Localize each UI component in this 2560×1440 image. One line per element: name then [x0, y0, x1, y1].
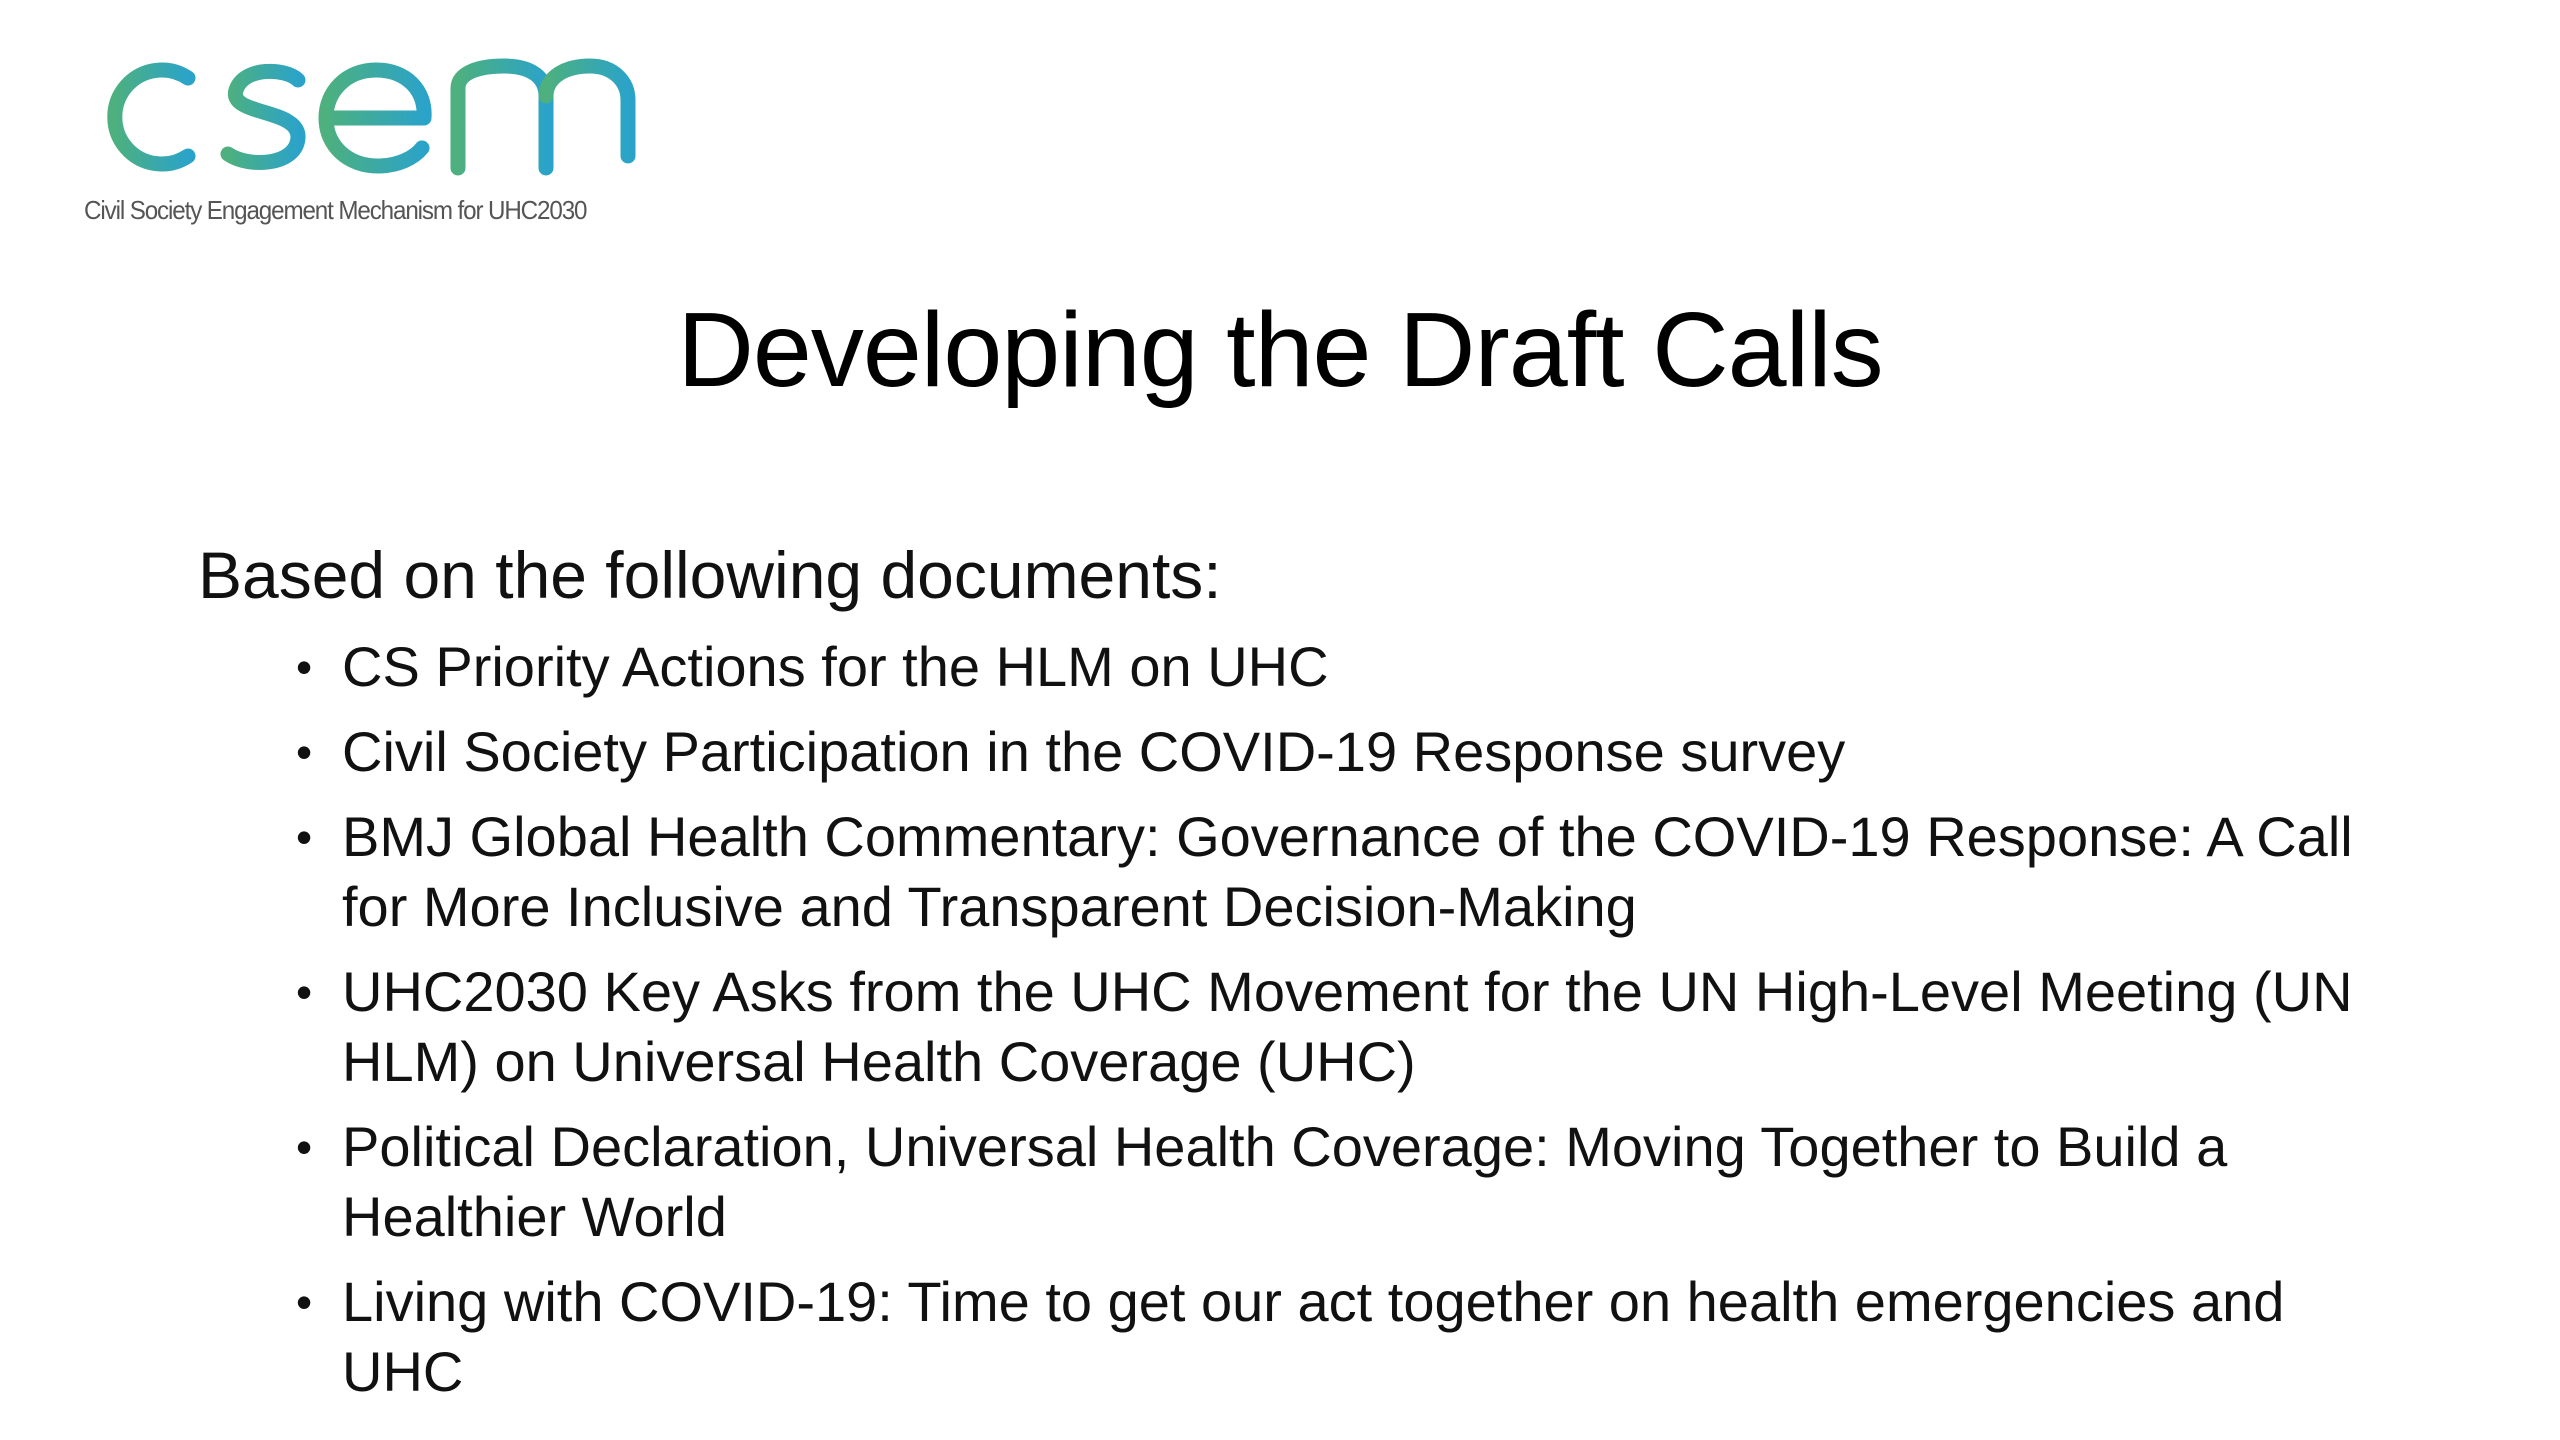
csem-logo	[76, 38, 636, 238]
document-title: Living with COVID-19: Time to get our act together on health emergencies and UHC	[342, 1270, 2285, 1403]
document-list	[290, 632, 2410, 1422]
list-item	[290, 632, 2410, 702]
csem-wordmark-icon	[76, 38, 636, 188]
list-item	[290, 717, 2410, 787]
bullet-icon: •	[296, 1276, 313, 1328]
list-item	[290, 957, 2410, 1097]
logo-tagline: Civil Society Engagement Mechanism for UHC2030	[84, 195, 587, 225]
document-title: BMJ Global Health Commentary: Governance of the COVID-19 Response: A Call for More Inclusive and Transparent Decision-Making	[342, 805, 2353, 938]
document-title: UHC2030 Key Asks from the UHC Movement for the UN High-Level Meeting (UN HLM) on Universal Health Coverage (UHC)	[342, 960, 2353, 1093]
intro-text: Based on the following documents:	[198, 538, 1222, 612]
bullet-icon: •	[296, 811, 313, 863]
list-item	[290, 1267, 2410, 1407]
document-title: Civil Society Participation in the COVID-19 Response survey	[342, 720, 1846, 783]
list-item	[290, 1112, 2410, 1252]
bullet-icon: •	[296, 1121, 313, 1173]
bullet-icon: •	[296, 641, 313, 693]
list-item	[290, 802, 2410, 942]
slide-title: Developing the Draft Calls	[677, 291, 1883, 409]
document-title: CS Priority Actions for the HLM on UHC	[342, 635, 1329, 698]
bullet-icon: •	[296, 726, 313, 778]
document-title: Political Declaration, Universal Health Coverage: Moving Together to Build a Healthier World	[342, 1115, 2228, 1248]
bullet-icon: •	[296, 966, 313, 1018]
